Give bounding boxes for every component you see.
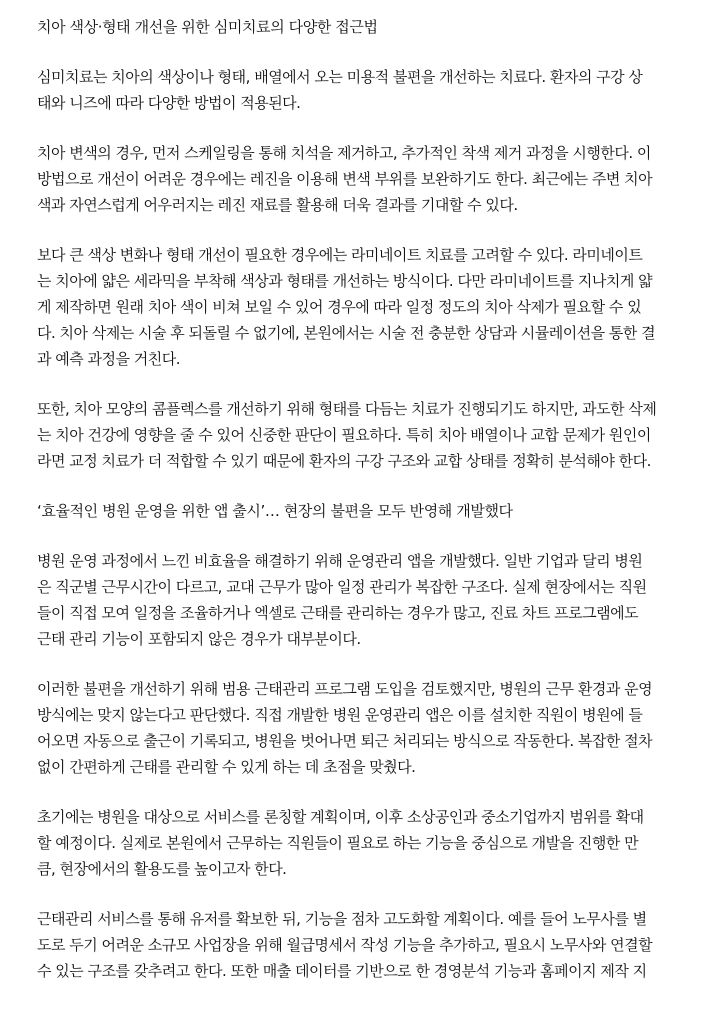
text-line: 는 치아 건강에 영향을 줄 수 있어 신중한 판단이 필요하다. 특히 치아 배열이나 교합 문제가 원인이 bbox=[37, 426, 651, 444]
text-line: 근태관리 서비스를 통해 유저를 확보한 뒤, 기능을 점차 고도화할 계획이다. 예를 들어 노무사를 별 bbox=[37, 910, 647, 928]
text-line: 은 직군별 근무시간이 다르고, 교대 근무가 많아 일정 관리가 복잡한 구조다. 실제 현장에서는 직원 bbox=[37, 578, 647, 596]
text-line: 근태 관리 기능이 포함되지 않은 경우가 대부분이다. bbox=[37, 630, 361, 648]
paragraph-shape-correction bbox=[37, 396, 689, 474]
text-line: 라면 교정 치료가 더 적합할 수 있기 때문에 환자의 구강 구조와 교합 상태를 정확히 분석해야 한다. bbox=[37, 452, 651, 470]
text-line: 방법으로 개선이 어려운 경우에는 레진을 이용해 변색 부위를 보완하기도 한다. 최근에는 주변 치아 bbox=[37, 170, 653, 188]
text-line: 보다 큰 색상 변화나 형태 개선이 필요한 경우에는 라미네이트 치료를 고려할 수 있다. 라미네이트 bbox=[37, 246, 643, 264]
text-line: 색과 자연스럽게 어우러지는 레진 재료를 활용해 더욱 결과를 기대할 수 있다. bbox=[37, 196, 518, 214]
text-line: 어오면 자동으로 출근이 기록되고, 병원을 벗어나면 퇴근 처리되는 방식으로 작동한다. 복잡한 절차 bbox=[37, 732, 653, 750]
article bbox=[37, 14, 689, 1008]
text-line: 병원 운영 과정에서 느낀 비효율을 해결하기 위해 운영관리 앱을 개발했다. 일반 기업과 달리 병원 bbox=[37, 552, 643, 570]
section-title-aesthetic-treatment: 치아 색상·형태 개선을 위한 심미치료의 다양한 접근법 bbox=[37, 18, 378, 36]
paragraph-app-launch-plan bbox=[37, 804, 689, 882]
section-title-hospital-app: ‘효율적인 병원 운영을 위한 앱 출시’… 현장의 불편을 모두 반영해 개발했다 bbox=[37, 502, 513, 520]
text-line: 또한, 치아 모양의 콤플렉스를 개선하기 위해 형태를 다듬는 치료가 진행되기도 하지만, 과도한 삭제 bbox=[37, 400, 657, 418]
text-line: 게 제작하면 원래 치아 색이 비쳐 보일 수 있어 경우에 따라 일정 정도의 치아 삭제가 필요할 수 있 bbox=[37, 298, 642, 316]
text-line: 없이 간편하게 근태를 관리할 수 있게 하는 데 초점을 맞췄다. bbox=[37, 758, 416, 776]
paragraph-laminate bbox=[37, 242, 689, 372]
text-line: 다. 치아 삭제는 시술 후 되돌릴 수 없기에, 본원에서는 시술 전 충분한 상담과 시뮬레이션을 통한 결 bbox=[37, 324, 656, 342]
text-line: 이러한 불편을 개선하기 위해 범용 근태관리 프로그램 도입을 검토했지만, 병원의 근무 환경과 운영 bbox=[37, 680, 653, 698]
text-line: 심미치료는 치아의 색상이나 형태, 배열에서 오는 미용적 불편을 개선하는 치료다. 환자의 구강 상 bbox=[37, 68, 643, 86]
text-line: 태와 니즈에 따라 다양한 방법이 적용된다. bbox=[37, 94, 301, 112]
text-line: 도로 두기 어려운 소규모 사업장을 위해 월급명세서 작성 기능을 추가하고, 필요시 노무사와 연결할 bbox=[37, 936, 653, 954]
paragraph-app-operation bbox=[37, 676, 689, 780]
text-line: 치아 변색의 경우, 먼저 스케일링을 통해 치석을 제거하고, 추가적인 착색 제거 과정을 시행한다. 이 bbox=[37, 144, 651, 162]
text-line: 수 있는 구조를 갖추려고 한다. 또한 매출 데이터를 기반으로 한 경영분석 기능과 홈페이지 제작 지 bbox=[37, 962, 647, 980]
text-line: 방식에는 맞지 않는다고 판단했다. 직접 개발한 병원 운영관리 앱은 이를 설치한 직원이 병원에 들 bbox=[37, 706, 643, 724]
text-line: 큼, 현장에서의 활용도를 높이고자 한다. bbox=[37, 860, 287, 878]
text-line: 과 예측 과정을 거친다. bbox=[37, 350, 180, 368]
paragraph-discoloration bbox=[37, 140, 689, 218]
text-line: 는 치아에 얇은 세라믹을 부착해 색상과 형태를 개선하는 방식이다. 다만 라미네이트를 지나치게 얇 bbox=[37, 272, 653, 290]
paragraph-aesthetic-intro bbox=[37, 64, 689, 116]
text-line: 들이 직접 모여 일정을 조율하거나 엑셀로 근태를 관리하는 경우가 많고, 진료 차트 프로그램에도 bbox=[37, 604, 639, 622]
paragraph-app-roadmap bbox=[37, 906, 689, 984]
text-line: 초기에는 병원을 대상으로 서비스를 론칭할 계획이며, 이후 소상공인과 중소기업까지 범위를 확대 bbox=[37, 808, 644, 826]
paragraph-app-background bbox=[37, 548, 689, 652]
text-line: 할 예정이다. 실제로 본원에서 근무하는 직원들이 필요로 하는 기능을 중심으로 개발을 진행한 만 bbox=[37, 834, 639, 852]
